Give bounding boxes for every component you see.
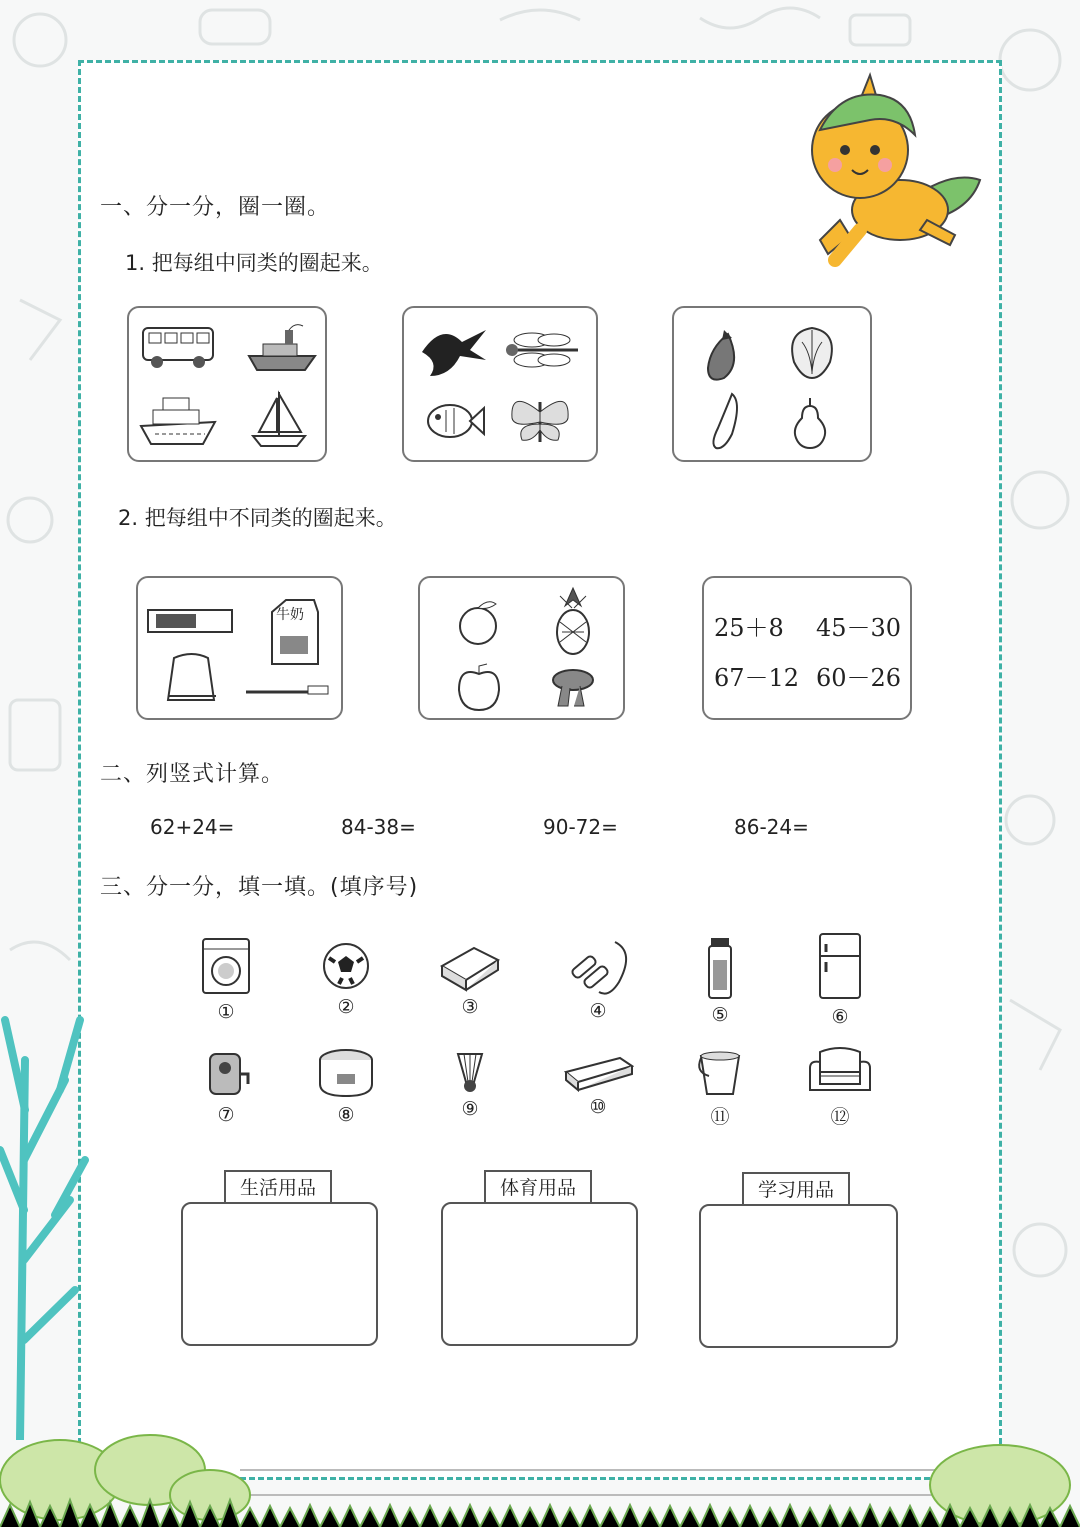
pencil-sharpener-icon — [202, 1044, 250, 1100]
calc-problem-1: 62+24= — [150, 815, 235, 839]
apple-icon[interactable] — [456, 662, 502, 712]
tree-decoration — [0, 960, 90, 1440]
ship-icon[interactable] — [245, 322, 320, 374]
category-tab-sports: 体育用品 — [484, 1170, 592, 1202]
item-number-9: ⑨ — [461, 1098, 479, 1120]
item-number-5: ⑤ — [711, 1004, 729, 1026]
pear-icon[interactable] — [790, 394, 830, 450]
calc-problem-2: 84-38= — [341, 815, 416, 839]
item-number-12: ⑫ — [830, 1106, 850, 1128]
washing-machine-icon — [199, 935, 253, 997]
sailboat-icon[interactable] — [249, 388, 309, 450]
butterfly-icon[interactable] — [508, 392, 572, 448]
expression-1[interactable]: 25＋8 — [714, 614, 784, 642]
item-sofa[interactable] — [800, 1044, 880, 1129]
group-animals-box[interactable] — [402, 306, 598, 462]
swallow-icon[interactable] — [416, 322, 490, 378]
shuttlecock-icon — [452, 1050, 488, 1094]
expression-3[interactable]: 67－12 — [714, 664, 800, 692]
expression-4[interactable]: 60－26 — [816, 664, 902, 692]
dragonfly-icon[interactable] — [504, 326, 582, 376]
cabbage-icon[interactable] — [784, 322, 840, 382]
item-pencil-sharpener[interactable] — [186, 1044, 266, 1126]
pineapple-icon[interactable] — [550, 586, 596, 656]
item-refrigerator[interactable] — [800, 932, 880, 1028]
group-fruits-box[interactable] — [418, 576, 625, 720]
item-number-10: ⑩ — [589, 1096, 607, 1118]
scarf-icon[interactable] — [548, 666, 598, 712]
item-eraser[interactable] — [430, 940, 510, 1018]
bus-icon[interactable] — [139, 322, 217, 372]
eggplant-icon[interactable] — [704, 326, 744, 382]
section3-title: 三、分一分，填一填。(填序号) — [100, 875, 419, 900]
item-number-7: ⑦ — [217, 1104, 235, 1126]
calc-problem-3: 90-72= — [543, 815, 618, 839]
item-number-11: ⑪ — [710, 1106, 730, 1128]
milk-label: 牛奶 — [276, 607, 304, 623]
question2-text: 2. 把每组中不同类的圈起来。 — [118, 506, 397, 530]
item-number-8: ⑧ — [337, 1104, 355, 1126]
rice-cooker-icon — [315, 1044, 377, 1100]
soccer-ball-icon — [321, 940, 371, 992]
item-number-6: ⑥ — [831, 1006, 849, 1028]
question1-text: 1. 把每组中同类的圈起来。 — [125, 251, 383, 275]
cruise-ship-icon[interactable] — [137, 392, 219, 448]
refrigerator-icon — [816, 932, 864, 1002]
bucket-icon — [695, 1046, 745, 1098]
category-tab-study: 学习用品 — [742, 1172, 850, 1204]
item-water-bottle[interactable] — [680, 936, 760, 1026]
item-jump-rope[interactable] — [558, 936, 638, 1022]
category-box-daily[interactable] — [181, 1202, 378, 1346]
pencil-case-icon — [562, 1052, 634, 1092]
item-shuttlecock[interactable] — [430, 1050, 510, 1120]
item-number-3: ③ — [461, 996, 479, 1018]
fish-icon[interactable] — [422, 396, 486, 446]
toothpaste-icon[interactable] — [146, 606, 236, 636]
cucumber-icon[interactable] — [708, 390, 744, 452]
category-tab-daily: 生活用品 — [224, 1170, 332, 1202]
jump-rope-icon — [565, 936, 631, 996]
group-daily-items-box[interactable] — [136, 576, 343, 720]
sofa-icon — [806, 1044, 874, 1098]
section2-title: 二、列竖式计算。 — [100, 762, 285, 787]
peach-icon[interactable] — [456, 598, 502, 646]
unicorn-mascot — [800, 70, 995, 270]
group-vehicles-box[interactable] — [127, 306, 327, 462]
item-number-2: ② — [337, 996, 355, 1018]
category-box-sports[interactable] — [441, 1202, 638, 1346]
item-number-4: ④ — [589, 1000, 607, 1022]
category-box-study[interactable] — [699, 1204, 898, 1348]
toothbrush-icon[interactable] — [244, 682, 332, 698]
item-bucket[interactable] — [680, 1046, 760, 1129]
item-washing-machine[interactable] — [186, 935, 266, 1023]
group-expressions-box[interactable] — [702, 576, 912, 720]
calc-problem-4: 86-24= — [734, 815, 809, 839]
item-soccer-ball[interactable] — [306, 940, 386, 1018]
item-number-1: ① — [217, 1001, 235, 1023]
expression-2[interactable]: 45－30 — [816, 614, 902, 642]
group-produce-box[interactable] — [672, 306, 872, 462]
section1-title: 一、分一分，圈一圈。 — [100, 195, 331, 220]
eraser-icon — [438, 940, 502, 992]
item-rice-cooker[interactable] — [306, 1044, 386, 1126]
water-bottle-icon — [705, 936, 735, 1000]
grass-footer — [0, 1410, 1080, 1527]
towel-icon[interactable] — [164, 650, 220, 708]
item-pencil-case[interactable] — [558, 1052, 638, 1118]
